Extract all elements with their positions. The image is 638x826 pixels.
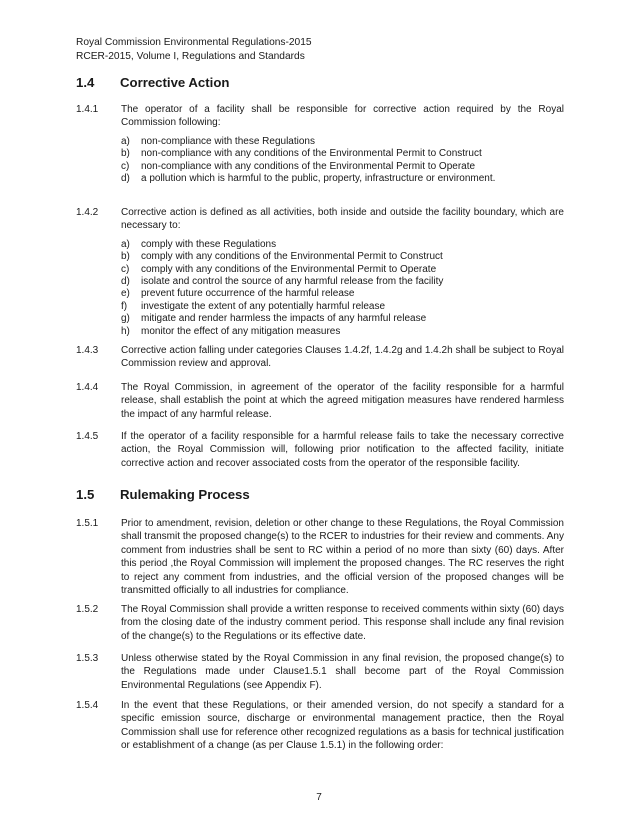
- clause-text: In the event that these Regulations, or their amended version, do not specify a standard for a specific emission source, discharge or environmental management practice, then the Royal Commission shall use for reference other recognized regulations as a basis for technical justification or establishment of a change (as per Clause 1.5.1) in the following order:: [121, 700, 564, 752]
- clause-number: 1.4.5: [76, 431, 99, 442]
- section-number: 1.4: [76, 75, 95, 90]
- clause-text: Corrective action falling under categories Clauses 1.4.2f, 1.4.2g and 1.4.2h shall be subject to Royal Commission review and approval.: [121, 345, 564, 370]
- clause-text: The operator of a facility shall be responsible for corrective action required by the Royal Commission following:: [121, 104, 564, 129]
- clause-1-4-1: [76, 103, 564, 185]
- page-number: 7: [316, 792, 322, 803]
- clause-number: 1.4.4: [76, 382, 99, 393]
- section-title: Rulemaking Process: [120, 487, 250, 502]
- clause-1-5-1: [76, 517, 564, 597]
- clause-item-list: [121, 239, 564, 338]
- clause-text: The Royal Commission, in agreement of the operator of the facility responsible for a harmful release, shall establish the point at which the agreed mitigation measures have rendered harmless the impact of any harmful release.: [121, 382, 564, 420]
- clause-number: 1.4.1: [76, 104, 99, 115]
- clause-number: 1.5.3: [76, 653, 99, 664]
- clause-1-4-5: [76, 430, 564, 470]
- list-item: f) investigate the extent of any potentially harmful release: [121, 300, 386, 312]
- clause-1-4-2: [76, 206, 564, 338]
- section-number: 1.5: [76, 487, 95, 502]
- section-heading-corrective-action: [76, 75, 229, 90]
- running-header: [76, 36, 312, 64]
- clause-number: 1.5.2: [76, 604, 99, 615]
- clause-number: 1.5.4: [76, 700, 99, 711]
- list-item: b) non-compliance with any conditions of the Environmental Permit to Construct: [121, 148, 482, 160]
- list-item: e) prevent future occurrence of the harmful release: [121, 288, 355, 300]
- clause-text: Prior to amendment, revision, deletion or other change to these Regulations, the Royal Commission shall transmit the proposed change(s) to the RCER to industries for their review and comments. Any comment from industries shall be sent to RC within a period of no more than sixty (60) days. After this period ,the Royal Commission will implement the proposed changes. The RC reserves the right to reject any comment from industries, and the official version of the proposed changes will be transmitted officially to all industries for compliance.: [121, 518, 564, 597]
- clause-1-4-3: [76, 344, 564, 371]
- list-item: a) non-compliance with these Regulations: [121, 135, 315, 147]
- section-title: Corrective Action: [120, 75, 230, 90]
- list-item: a) comply with these Regulations: [121, 238, 277, 250]
- clause-1-4-4: [76, 381, 564, 421]
- list-item: g) mitigate and render harmless the impacts of any harmful release: [121, 313, 427, 325]
- list-item: c) non-compliance with any conditions of the Environmental Permit to Operate: [121, 160, 476, 172]
- clause-1-5-4: [76, 699, 564, 753]
- clause-item-list: [121, 136, 564, 186]
- clause-text: Corrective action is defined as all activities, both inside and outside the facility boundary, which are necessary to:: [121, 207, 564, 232]
- clause-text: Unless otherwise stated by the Royal Commission in any final revision, the proposed change(s) to the Regulations made under Clause1.5.1 shall become part of the Royal Commission Environmental Regulations (see Appendix F).: [121, 653, 564, 691]
- clause-number: 1.4.2: [76, 207, 99, 218]
- section-heading-rulemaking-process: [76, 487, 250, 502]
- list-item: c) comply with any conditions of the Environmental Permit to Operate: [121, 263, 437, 275]
- clause-text: The Royal Commission shall provide a written response to received comments within sixty (60) days from the closing date of the industry comment period. This response shall include any final revision of the change(s) to the Regulations or its effective date.: [121, 604, 564, 642]
- list-item: d) isolate and control the source of any harmful release from the facility: [121, 276, 444, 288]
- clause-text: If the operator of a facility responsible for a harmful release fails to take the necessary corrective action, the Royal Commission will, following prior notification to the affected facility, initiate corrective action and recover associated costs from the operator of the responsible facility.: [121, 431, 564, 469]
- clause-number: 1.5.1: [76, 518, 99, 529]
- clause-1-5-3: [76, 652, 564, 692]
- list-item: b) comply with any conditions of the Environmental Permit to Construct: [121, 251, 443, 263]
- clause-1-5-2: [76, 603, 564, 643]
- clause-number: 1.4.3: [76, 345, 99, 356]
- header-line-1: Royal Commission Environmental Regulations-2015: [76, 37, 312, 48]
- header-line-2: RCER-2015, Volume I, Regulations and Standards: [76, 51, 305, 62]
- list-item: d) a pollution which is harmful to the public, property, infrastructure or environment.: [121, 173, 496, 185]
- list-item: h) monitor the effect of any mitigation measures: [121, 325, 341, 337]
